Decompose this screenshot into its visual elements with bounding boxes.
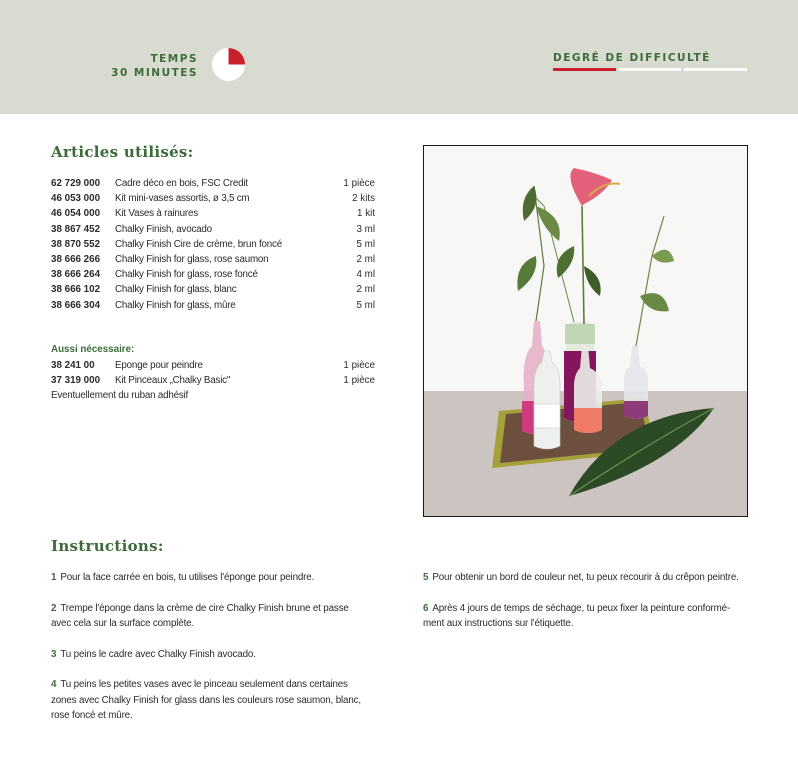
article-row bbox=[51, 206, 375, 221]
article-quantity: 1 kit bbox=[357, 208, 375, 220]
instruction-step bbox=[423, 601, 748, 631]
time-value: 30 MINUTES bbox=[111, 67, 198, 79]
article-row bbox=[51, 358, 375, 373]
article-code: 38 666 264 bbox=[51, 269, 101, 281]
article-row bbox=[51, 237, 375, 252]
step-number: 5 bbox=[423, 572, 429, 583]
article-description: Chalky Finish for glass, mûre bbox=[115, 299, 236, 311]
article-code: 38 867 452 bbox=[51, 223, 101, 235]
article-code: 38 241 00 bbox=[51, 360, 95, 371]
article-quantity: 5 ml bbox=[356, 238, 375, 250]
article-description: Eponge pour peindre bbox=[115, 360, 203, 371]
article-row bbox=[51, 298, 375, 313]
article-row bbox=[51, 191, 375, 206]
instruction-step bbox=[51, 570, 369, 585]
article-code: 38 666 304 bbox=[51, 299, 101, 311]
also-needed-list bbox=[51, 358, 375, 404]
article-quantity: 1 pièce bbox=[343, 375, 375, 387]
article-code: 46 054 000 bbox=[51, 208, 101, 220]
also-needed-title: Aussi nécessaire: bbox=[51, 344, 135, 355]
article-description: Kit mini-vases assortis, ø 3,5 cm bbox=[115, 193, 250, 205]
step-number: 3 bbox=[51, 648, 57, 660]
step-number: 4 bbox=[51, 679, 57, 691]
article-quantity: 3 ml bbox=[356, 223, 375, 235]
also-needed-note: Eventuellement du ruban adhésif bbox=[51, 390, 189, 402]
article-row bbox=[51, 282, 375, 297]
article-quantity: 2 ml bbox=[356, 284, 375, 296]
time-info bbox=[111, 52, 198, 80]
article-code: 62 729 000 bbox=[51, 178, 101, 189]
instructions-right bbox=[423, 570, 748, 647]
article-row bbox=[51, 222, 375, 237]
article-description: Kit Vases à rainures bbox=[115, 208, 198, 220]
step-text: Après 4 jours de temps de séchage, tu peux fixer la peinture conformément aux instructions sur l'étiquette. bbox=[423, 602, 731, 629]
article-quantity: 4 ml bbox=[356, 269, 375, 281]
article-code: 38 666 266 bbox=[51, 254, 101, 266]
article-code: 37 319 000 bbox=[51, 375, 101, 387]
article-quantity: 1 pièce bbox=[343, 178, 375, 189]
article-description: Chalky Finish for glass, rose saumon bbox=[115, 254, 269, 266]
difficulty-meter bbox=[553, 68, 747, 71]
step-text: Trempe l'éponge dans la crème de cire Chalky Finish brune et passe avec cela sur la surface complète. bbox=[51, 602, 349, 629]
step-text: Pour la face carrée en bois, tu utilises l'éponge pour peindre. bbox=[60, 572, 315, 583]
difficulty-bar bbox=[553, 68, 616, 71]
time-label: TEMPS bbox=[150, 53, 198, 65]
clock-wedge bbox=[229, 48, 246, 65]
article-description: Chalky Finish Cire de crème, brun foncé bbox=[115, 238, 282, 250]
instruction-step bbox=[51, 647, 369, 662]
article-quantity: 2 ml bbox=[356, 254, 375, 266]
article-row bbox=[51, 176, 375, 191]
article-description: Chalky Finish, avocado bbox=[115, 223, 212, 235]
instruction-step bbox=[51, 677, 369, 723]
article-quantity: 1 pièce bbox=[343, 360, 375, 371]
article-description: Kit Pinceaux „Chalky Basic" bbox=[115, 375, 231, 387]
difficulty-label: DEGRÉ DE DIFFICULTÉ bbox=[553, 52, 711, 64]
article-description: Chalky Finish for glass, rose foncé bbox=[115, 269, 258, 281]
article-row bbox=[51, 373, 375, 388]
project-photo bbox=[423, 145, 748, 517]
article-description: Chalky Finish for glass, blanc bbox=[115, 284, 237, 296]
step-number: 2 bbox=[51, 602, 57, 614]
step-number: 1 bbox=[51, 572, 57, 583]
difficulty-bar bbox=[684, 68, 747, 71]
article-code: 46 053 000 bbox=[51, 193, 101, 205]
instruction-step bbox=[51, 601, 369, 631]
article-row bbox=[51, 252, 375, 267]
clock-icon bbox=[212, 48, 245, 81]
instruction-step bbox=[423, 570, 748, 585]
articles-title: Articles utilisés: bbox=[51, 143, 194, 161]
article-quantity: 5 ml bbox=[356, 299, 375, 311]
photo-illustration bbox=[424, 146, 748, 517]
step-text: Pour obtenir un bord de couleur net, tu peux recourir à du crêpon peintre. bbox=[432, 572, 739, 583]
article-description: Cadre déco en bois, FSC Credit bbox=[115, 178, 248, 189]
articles-list bbox=[51, 176, 375, 313]
step-number: 6 bbox=[423, 602, 429, 614]
step-text: Tu peins le cadre avec Chalky Finish avocado. bbox=[60, 648, 256, 660]
instructions-left bbox=[51, 570, 369, 738]
instructions-title: Instructions: bbox=[51, 537, 164, 555]
article-quantity: 2 kits bbox=[352, 193, 375, 205]
difficulty-bar bbox=[619, 68, 682, 71]
step-text: Tu peins les petites vases avec le pinceau seulement dans certaines zones avec Chalky Finish for glass dans les couleurs rose saumon, blanc, rose foncé et mûre. bbox=[51, 679, 361, 721]
article-code: 38 666 102 bbox=[51, 284, 101, 296]
article-row bbox=[51, 267, 375, 282]
article-code: 38 870 552 bbox=[51, 238, 101, 250]
